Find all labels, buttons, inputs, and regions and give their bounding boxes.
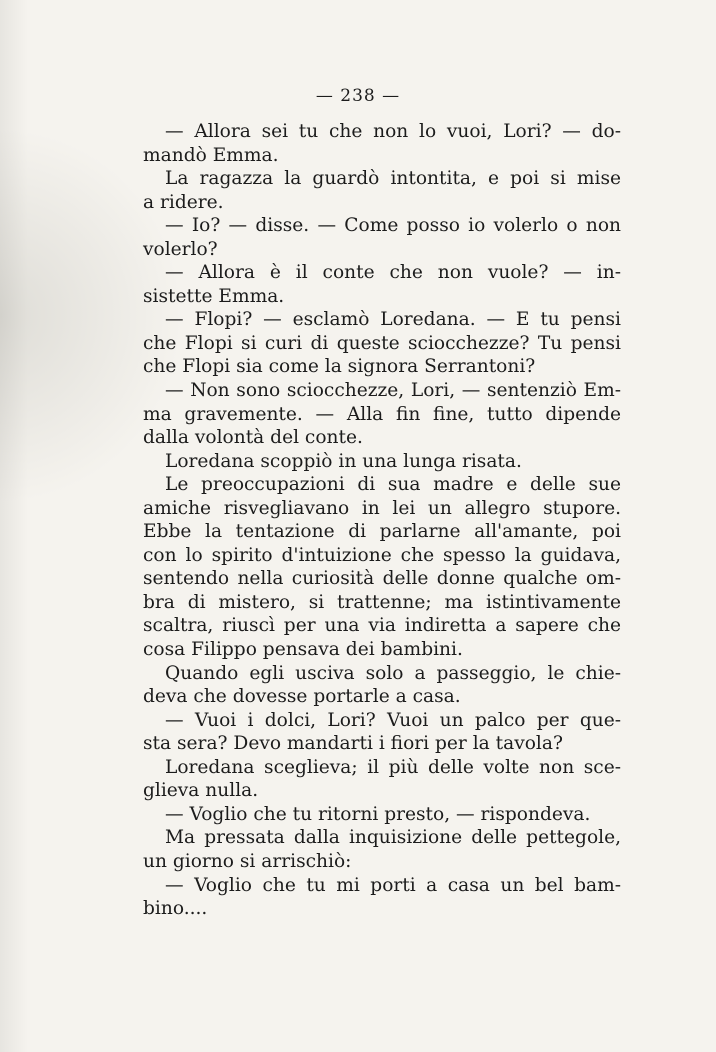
text-line: che Flopi si curi di queste sciocchezze? Tu pensi bbox=[143, 332, 621, 354]
text-line: — Voglio che tu ritorni presto, — rispondeva. bbox=[165, 803, 591, 825]
text-line: Le preoccupazioni di sua madre e delle sue bbox=[165, 474, 621, 496]
text-line: La ragazza la guardò intontita, e poi si mise bbox=[165, 168, 621, 190]
text-line: con lo spirito d'intuizione che spesso la guidava, bbox=[143, 544, 621, 566]
text-line: Loredana sceglieva; il più delle volte non sce- bbox=[165, 756, 621, 778]
text-line: amiche risvegliavano in lei un allegro stupore. bbox=[143, 497, 621, 519]
text-line: dalla volontà del conte. bbox=[143, 427, 363, 449]
text-line: bino.... bbox=[143, 898, 208, 920]
text-line: a ridere. bbox=[143, 191, 224, 213]
text-line: — Io? — disse. — Come posso io volerlo o non bbox=[165, 215, 621, 237]
text-line: Loredana scoppiò in una lunga risata. bbox=[165, 450, 522, 472]
text-line: sistette Emma. bbox=[143, 285, 285, 307]
text-line: — Flopi? — esclamò Loredana. — E tu pensi bbox=[165, 309, 621, 331]
text-line: bra di mistero, si trattenne; ma istintivamente bbox=[143, 591, 621, 613]
text-line: glieva nulla. bbox=[143, 780, 259, 802]
page-number: — 238 — bbox=[315, 86, 401, 106]
text-line: mandò Emma. bbox=[143, 144, 279, 166]
body-text bbox=[143, 120, 621, 921]
text-line: Ebbe la tentazione di parlarne all'amante, poi bbox=[143, 521, 621, 543]
text-line: — Non sono sciocchezze, Lori, — sentenziò Em- bbox=[165, 380, 621, 402]
text-line: sentendo nella curiosità delle donne qualche om- bbox=[143, 568, 621, 590]
text-line: che Flopi sia come la signora Serrantoni? bbox=[143, 356, 536, 378]
text-line: Ma pressata dalla inquisizione delle pettegole, bbox=[165, 827, 621, 849]
text-line: — Allora sei tu che non lo vuoi, Lori? — do- bbox=[165, 121, 621, 142]
text-line: cosa Filippo pensava dei bambini. bbox=[143, 639, 463, 661]
text-line: volerlo? bbox=[143, 238, 218, 260]
text-line: un giorno si arrischiò: bbox=[143, 850, 352, 872]
text-line: — Allora è il conte che non vuole? — in- bbox=[165, 262, 621, 284]
text-line: sta sera? Devo mandarti i fiori per la tavola? bbox=[143, 733, 563, 755]
text-line: deva che dovesse portarle a casa. bbox=[143, 686, 461, 708]
text-line: — Voglio che tu mi porti a casa un bel bam- bbox=[165, 874, 621, 896]
text-line: ma gravemente. — Alla fin fine, tutto dipende bbox=[143, 403, 621, 425]
text-line: — Vuoi i dolci, Lori? Vuoi un palco per que- bbox=[165, 709, 621, 731]
text-line: scaltra, riuscì per una via indiretta a sapere che bbox=[143, 615, 621, 637]
text-line: Quando egli usciva solo a passeggio, le chie- bbox=[165, 662, 621, 684]
